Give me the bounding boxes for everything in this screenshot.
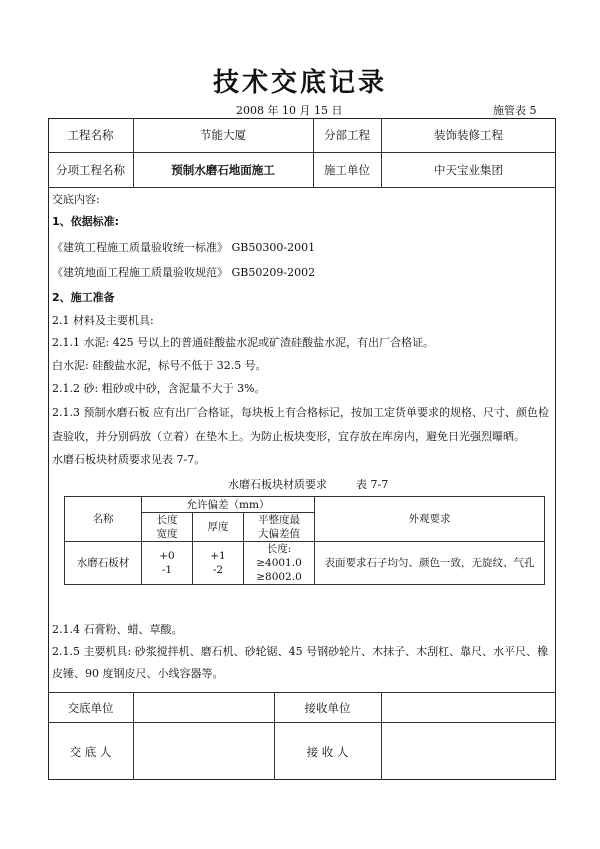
col-length-header: 长度 宽度 [142, 513, 193, 542]
col-flatness-header: 平整度最 大偏差值 [244, 513, 315, 542]
subitem-value: 预制水磨石地面施工 [171, 163, 275, 177]
document-title: 技术交底记录 [212, 68, 387, 98]
section-2-title: 2、施工准备 [52, 291, 115, 304]
paragraph-2-1-5-a: 2.1.5 主要机具: 砂浆搅拌机、磨石机、砂轮锯、45 号钢砂轮片、木抹子、木刮杠、靠尺、水平尺、橡 [52, 645, 549, 658]
table-number: 表 7-7 [356, 478, 389, 491]
paragraph-2-1-1: 2.1.1 水泥: 425 号以上的普通硅酸盐水泥或矿渣硅酸盐水泥，有出厂合格证。 [52, 336, 435, 349]
project-name-label: 工程名称 [67, 128, 114, 142]
paragraph-2-1-2: 2.1.2 砂: 粗砂或中砂，含泥量不大于 3%。 [52, 382, 266, 395]
issuer-unit-label: 交底单位 [67, 701, 114, 715]
content-intro: 交底内容: [52, 193, 100, 206]
col-name-header: 名称 [65, 497, 142, 542]
paragraph-2-1-3-c: 水磨石板块材质要求见表 7-7。 [52, 453, 206, 466]
col-tolerance-header: 允许偏差（mm） [142, 497, 315, 513]
thickness-tolerance: +1 -2 [193, 542, 244, 585]
issuer-label: 交 底 人 [69, 745, 112, 759]
paragraph-2-1-3-a: 2.1.3 预制水磨石板 应有出厂合格证，每块板上有合格标记，按加工定货单要求的规格、尺寸、颜色检 [52, 406, 549, 419]
division-value: 装饰装修工程 [434, 128, 503, 142]
paragraph-2-1-4: 2.1.4 石膏粉、蜡、草酸。 [52, 623, 183, 636]
contractor-value: 中天宝业集团 [434, 163, 503, 177]
document-date: 2008 年 10 月 15 日 [236, 104, 343, 117]
standard-1: 《建筑工程施工质量验收统一标准》 GB50300-2001 [52, 241, 316, 254]
paragraph-2-1: 2.1 材料及主要机具: [52, 314, 154, 327]
appearance-requirement: 表面要求石子均匀、颜色一致，无旋纹、气孔 [315, 542, 545, 585]
paragraph-2-1-5-b: 皮锤、90 度钢皮尺、小线容器等。 [52, 667, 224, 680]
paragraph-2-1-1-b: 白水泥: 硅酸盐水泥，标号不低于 32.5 号。 [52, 359, 267, 372]
row-divider [48, 152, 556, 153]
standard-2: 《建筑地面工程施工质量验收规范》 GB50209-2002 [52, 266, 316, 279]
col-thickness-header: 厚度 [193, 513, 244, 542]
column-divider [133, 692, 134, 780]
col-appearance-header: 外观要求 [315, 497, 545, 542]
row-divider [48, 692, 556, 693]
subitem-label: 分项工程名称 [56, 163, 125, 177]
length-tolerance: +0 -1 [142, 542, 193, 585]
receiver-unit-label: 接收单位 [304, 701, 351, 715]
receiver-label: 接 收 人 [306, 745, 349, 759]
division-label: 分部工程 [324, 128, 370, 142]
form-number: 施管表 5 [493, 104, 537, 117]
row-material-name: 水磨石板材 [65, 542, 142, 585]
paragraph-2-1-3-b: 查验收，并分别码放（立着）在垫木上。为防止板块变形，宜存放在库房内，避免日光强烈曝晒。 [52, 430, 525, 443]
flatness-tolerance: 长度: ≥4001.0 ≥8002.0 [244, 542, 315, 585]
quality-table [64, 496, 545, 585]
column-divider [381, 692, 382, 780]
contractor-label: 施工单位 [324, 163, 370, 177]
row-divider [48, 722, 556, 723]
table-caption: 水磨石板块材质要求 [228, 478, 327, 491]
project-name-value: 节能大厦 [200, 128, 246, 142]
section-1-title: 1、依据标准: [52, 215, 120, 228]
row-divider [48, 187, 556, 188]
